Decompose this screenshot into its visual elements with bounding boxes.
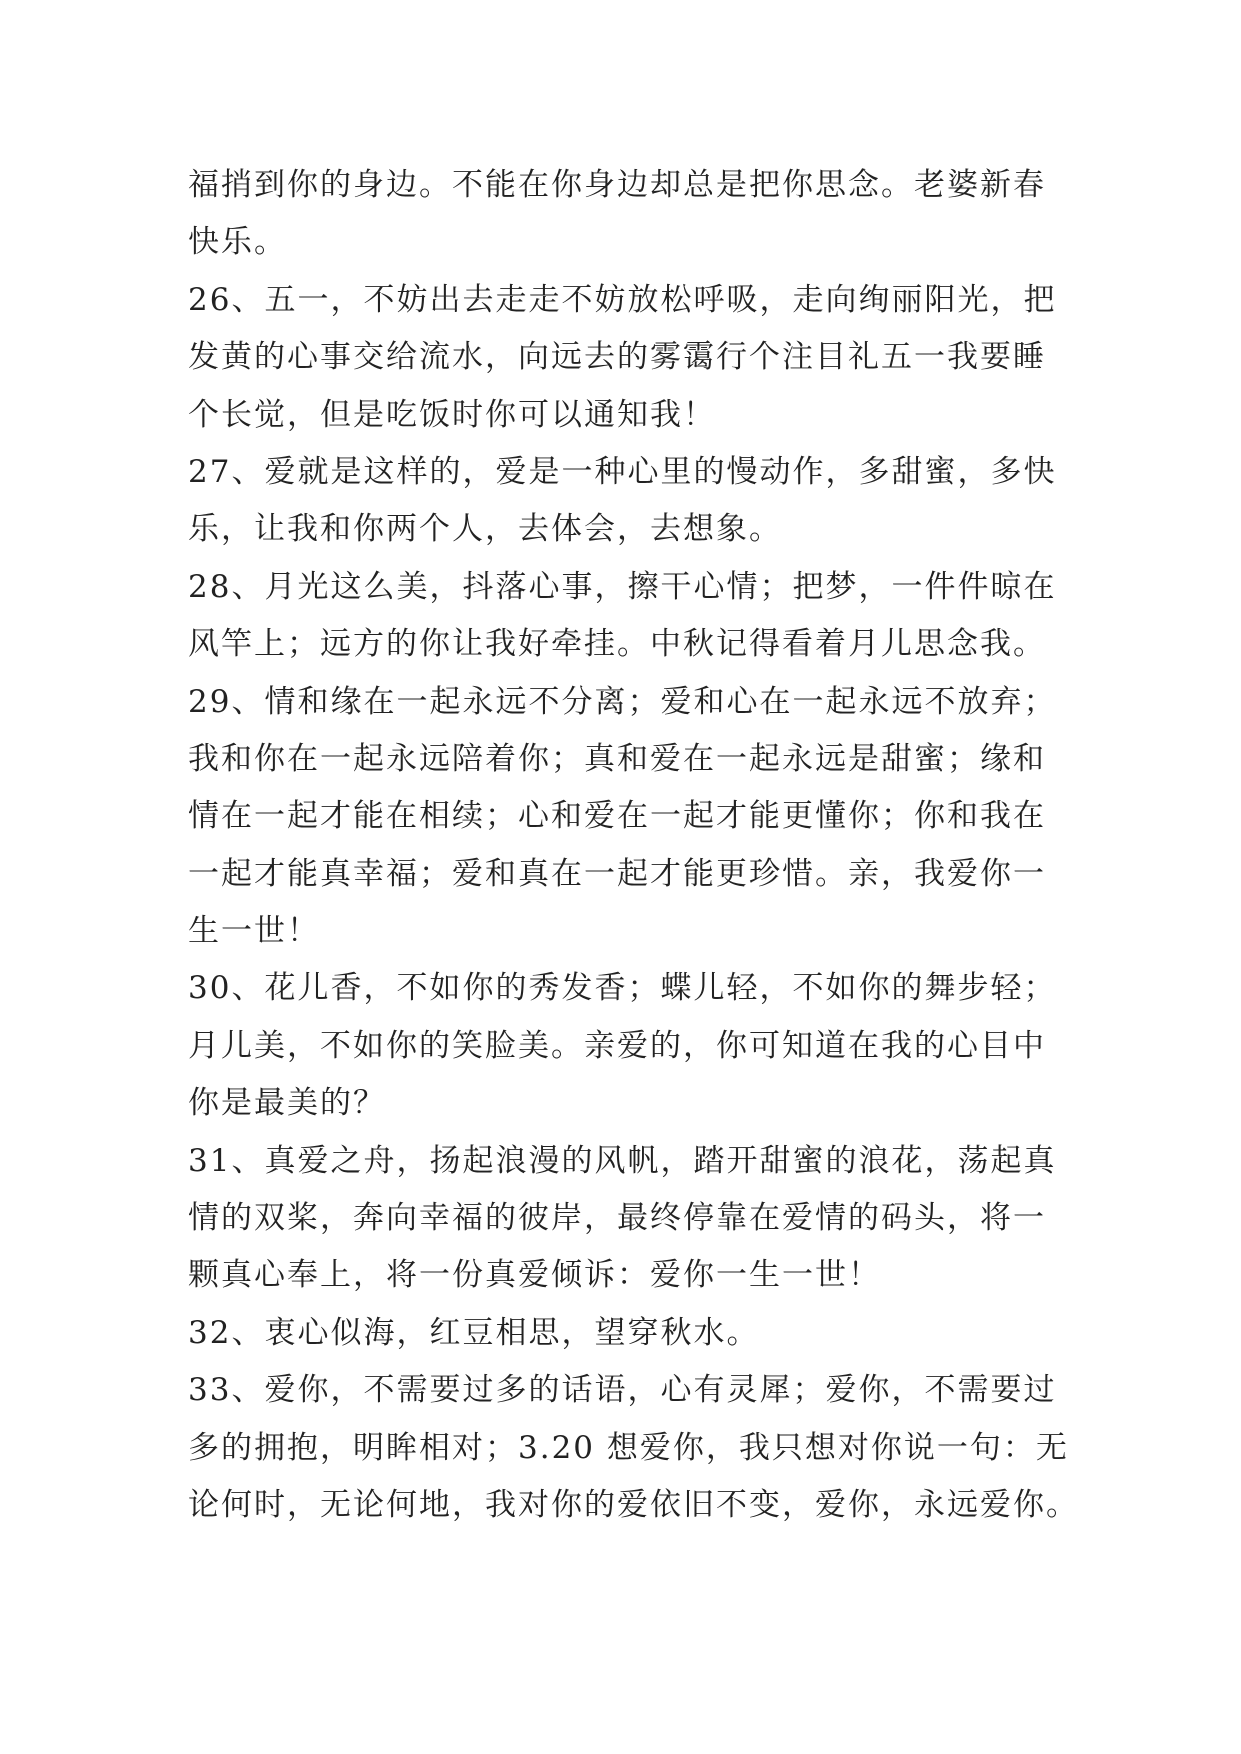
- text-line: 快乐。: [188, 224, 287, 261]
- text-line: 33、爱你，不需要过多的话语，心有灵犀；爱你，不需要过: [188, 1372, 1057, 1409]
- text-line: 乐，让我和你两个人，去体会，去想象。: [188, 511, 782, 548]
- text-line: 论何时，无论何地，我对你的爱依旧不变，爱你，永远爱你。: [188, 1486, 1079, 1523]
- text-line: 颗真心奉上，将一份真爱倾诉：爱你一生一世！: [188, 1257, 881, 1294]
- text-line: 一起才能真幸福；爱和真在一起才能更珍惜。亲，我爱你一: [188, 855, 1046, 892]
- text-line: 29、情和缘在一起永远不分离；爱和心在一起永远不放弃；: [188, 683, 1057, 720]
- text-line: 28、月光这么美，抖落心事，擦干心情；把梦，一件件晾在: [188, 568, 1057, 605]
- text-line: 多的拥抱，明眸相对；3.20 想爱你，我只想对你说一句：无: [188, 1429, 1069, 1466]
- text-line: 发黄的心事交给流水，向远去的雾霭行个注目礼五一我要睡: [188, 339, 1046, 376]
- text-line: 月儿美，不如你的笑脸美。亲爱的，你可知道在我的心目中: [188, 1027, 1046, 1064]
- text-line: 风竿上；远方的你让我好牵挂。中秋记得看着月儿思念我。: [188, 626, 1046, 663]
- text-line: 个长觉，但是吃饭时你可以通知我！: [188, 396, 716, 433]
- text-line: 30、花儿香，不如你的秀发香；蝶儿轻，不如你的舞步轻；: [188, 970, 1057, 1007]
- text-line: 26、五一，不妨出去走走不妨放松呼吸，走向绚丽阳光，把: [188, 281, 1057, 318]
- text-line: 情的双桨，奔向幸福的彼岸，最终停靠在爱情的码头，将一: [188, 1200, 1046, 1237]
- text-line: 你是最美的？: [188, 1085, 386, 1122]
- text-line: 福捎到你的身边。不能在你身边却总是把你思念。老婆新春: [188, 167, 1046, 203]
- text-line: 生一世！: [188, 913, 320, 950]
- text-line: 我和你在一起永远陪着你；真和爱在一起永远是甜蜜；缘和: [188, 740, 1046, 777]
- text-line: 31、真爱之舟，扬起浪漫的风帆，踏开甜蜜的浪花，荡起真: [188, 1142, 1057, 1179]
- text-line: 32、衷心似海，红豆相思，望穿秋水。: [188, 1314, 760, 1351]
- text-line: 27、爱就是这样的，爱是一种心里的慢动作，多甜蜜，多快: [188, 453, 1057, 490]
- document-body: [188, 157, 1088, 1534]
- text-line: 情在一起才能在相续；心和爱在一起才能更懂你；你和我在: [188, 798, 1046, 835]
